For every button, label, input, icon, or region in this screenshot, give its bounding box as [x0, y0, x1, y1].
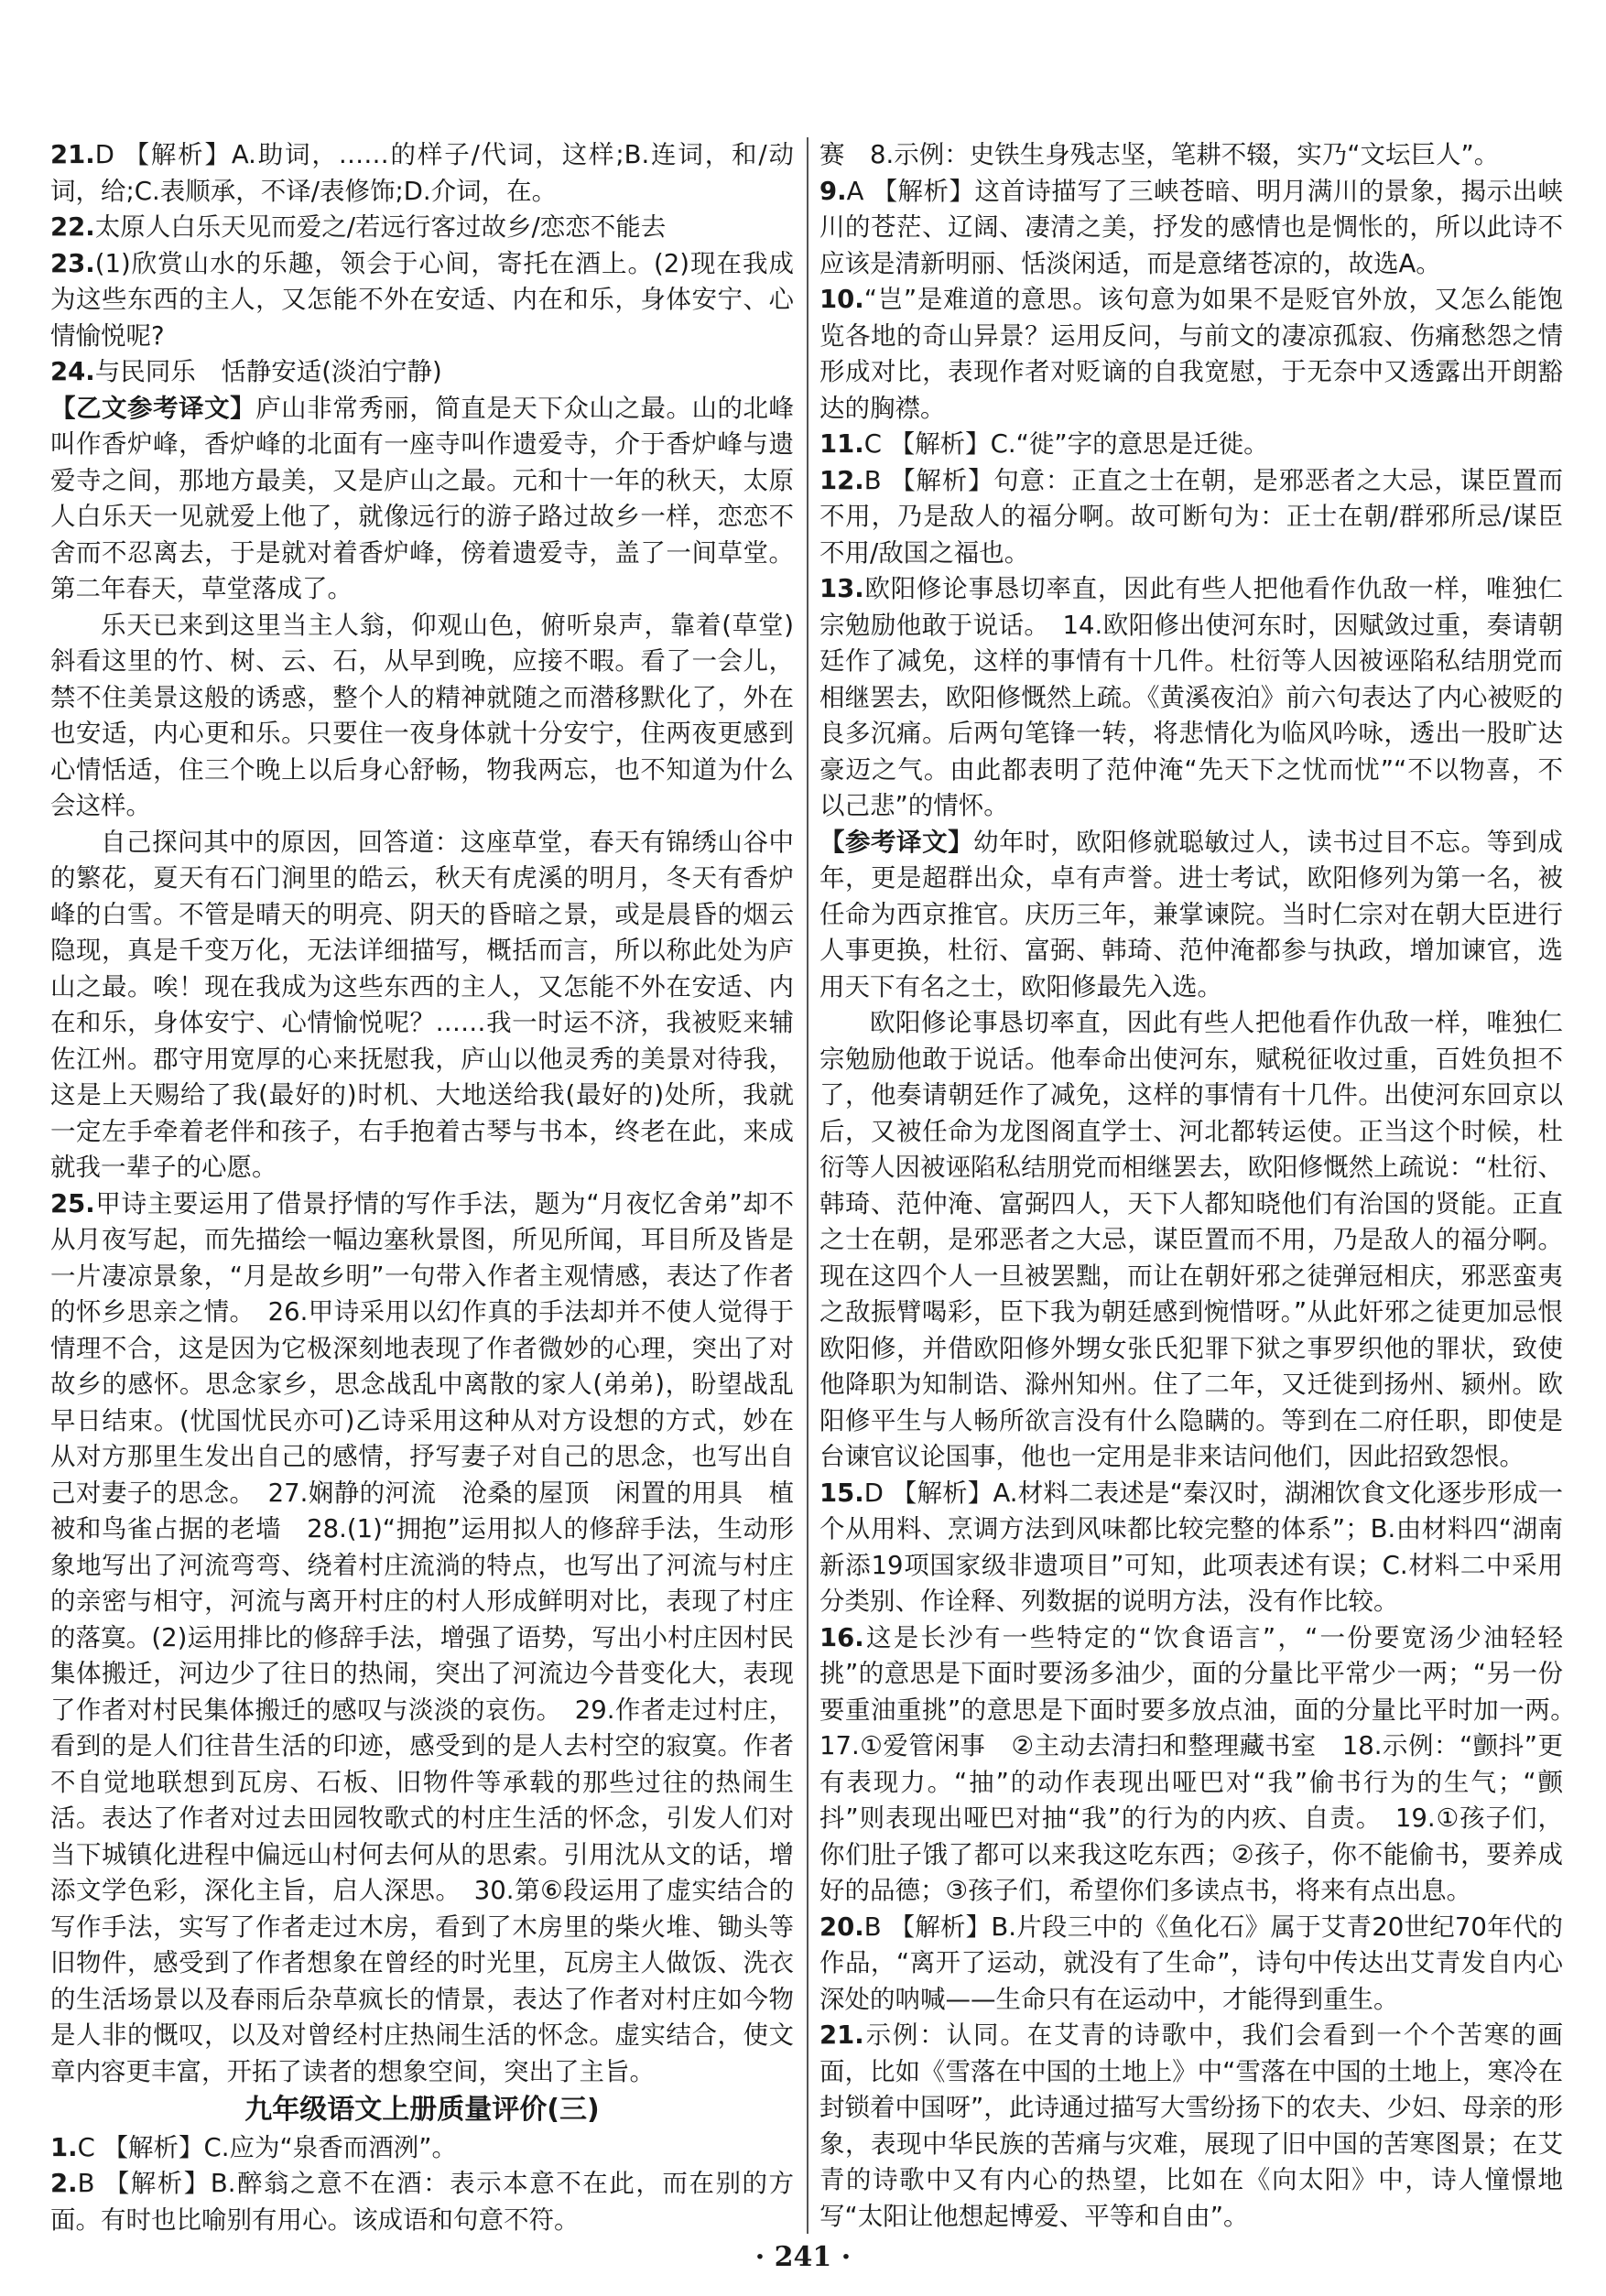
answer-item — [50, 825, 794, 1186]
item-number: 10. — [819, 285, 864, 314]
answer-text: C 【解析】C.“徙”字的意思是迁徙。 — [863, 429, 1269, 459]
answer-text: A 【解析】这首诗描写了三峡苍暗、明月满川的景象，揭示出峡川的苍茫、辽阔、凄清之美，抒发的感情也是惆怅的，所以此诗不应该是清新明丽、恬淡闲适，而是意绪苍凉的，故选A。 — [819, 176, 1563, 278]
answer-item — [819, 1620, 1563, 1910]
item-number: 24. — [50, 357, 95, 386]
answer-item — [819, 825, 1563, 1006]
answer-item — [50, 391, 794, 608]
item-number: 13. — [819, 574, 864, 603]
item-number: 20. — [819, 1912, 864, 1942]
answer-item — [819, 174, 1563, 283]
item-number: 21. — [819, 2020, 864, 2050]
answer-item — [50, 608, 794, 825]
item-number: 23. — [50, 248, 95, 278]
item-number: 16. — [819, 1622, 864, 1652]
answer-item — [819, 282, 1563, 427]
answer-item — [819, 463, 1563, 572]
answer-item — [819, 2018, 1563, 2234]
answer-item — [50, 137, 794, 210]
answer-item — [819, 571, 1563, 825]
translation-tag: 【乙文参考译文】 — [50, 393, 256, 423]
answer-item — [819, 427, 1563, 463]
answer-item — [50, 2130, 794, 2167]
answer-item — [50, 210, 794, 246]
answer-item — [50, 246, 794, 355]
answer-text: D 【解析】A.助词，……的样子/代词，这样;B.连词，和/动词，给;C.表顺承，不译/表修饰;D.介词，在。 — [50, 140, 794, 206]
item-number: 9. — [819, 176, 847, 206]
answer-text: 示例：认同。在艾青的诗歌中，我们会看到一个个苦寒的画面，比如《雪落在中国的土地上》中“雪落在中国的土地上，寒冷在封锁着中国呀”，此诗通过描写大雪纷扬下的农夫、少妇、母亲的形象，表现中华民族的苦痛与灾难，展现了旧中国的苦寒图景；在艾青的诗歌中又有内心的热望，比如在《向太阳》中，诗人憧憬地写“太阳让他想起博爱、平等和自由”。 — [819, 2020, 1563, 2231]
answer-item — [819, 1910, 1563, 2019]
right-column — [819, 137, 1563, 2234]
item-number: 2. — [50, 2169, 78, 2198]
answer-item — [50, 1186, 794, 2091]
item-number: 11. — [819, 429, 864, 459]
answer-text: B 【解析】句意：正直之士在朝，是邪恶者之大忌，谋臣置而不用，乃是敌人的福分啊。故可断句为：正士在朝/群邪所忌/谋臣不用/敌国之福也。 — [819, 465, 1563, 568]
answer-text: D 【解析】A.材料二表述是“秦汉时，湖湘饮食文化逐步形成一个从用料、烹调方法到风味都比较完整的体系”；B.由材料四“湖南新添19项国家级非遗项目”可知，此项表述有误；C.材料二中采用分类别、作诠释、列数据的说明方法，没有作比较。 — [819, 1478, 1563, 1616]
answer-text: 赛 8.示例：史铁生身残志坚，笔耕不辍，实乃“文坛巨人”。 — [819, 140, 1500, 169]
answer-text: 幼年时，欧阳修就聪敏过人，读书过目不忘。等到成年，更是超群出众，卓有声誉。进士考试，欧阳修列为第一名，被任命为西京推官。庆历三年，兼掌谏院。当时仁宗对在朝大臣进行人事更换，杜衍、富弼、韩琦、范仲淹都参与执政，增加谏官，选用天下有名之士，欧阳修最先入选。 — [819, 827, 1563, 1002]
item-number: 25. — [50, 1188, 95, 1218]
section-heading: 九年级语文上册质量评价(三) — [244, 2094, 600, 2126]
item-number: 21. — [50, 140, 95, 169]
answer-item — [50, 2166, 794, 2234]
item-number: 15. — [819, 1478, 864, 1508]
left-column — [50, 137, 794, 2234]
answer-text: (1)欣赏山水的乐趣，领会于心间，寄托在酒上。(2)现在我成为这些东西的主人，又怎能不外在安适、内在和乐，身体安宁、心情愉悦呢? — [50, 248, 794, 351]
item-number: 22. — [50, 212, 95, 242]
answer-item — [819, 1005, 1563, 1476]
answer-item — [819, 137, 1563, 174]
answer-text: 与民同乐 恬静安适(淡泊宁静) — [94, 357, 442, 386]
answer-text: C 【解析】C.应为“泉香而酒洌”。 — [77, 2132, 457, 2162]
answer-text: 欧阳修论事恳切率直，因此有些人把他看作仇敌一样，唯独仁宗勉励他敢于说话。他奉命出使河东，赋税征收过重，百姓负担不了，他奏请朝廷作了减免，这样的事情有十几件。出使河东回京以后，又被任命为龙图阁直学士、河北都转运使。正当这个时候，杜衍等人因被诬陷私结朋党而相继罢去，欧阳修慨然上疏说：“杜衍、韩琦、范仲淹、富弼四人，天下人都知晓他们有治国的贤能。正直之士在朝，是邪恶者之大忌，谋臣置而不用，乃是敌人的福分啊。现在这四个人一旦被罢黜，而让在朝奸邪之徒弹冠相庆，邪恶蛮夷之敌振臂喝彩，臣下我为朝廷感到惋惜呀。”从此奸邪之徒更加忌恨欧阳修，并借欧阳修外甥女张氏犯罪下狱之事罗织他的罪状，致使他降职为知制诰、滁州知州。住了二年，又迁徙到扬州、颍州。欧阳修平生与人畅所欲言没有什么隐瞒的。等到在二府任职，即使是台谏官议论国事，他也一定用是非来诘问他们，因此招致怨恨。 — [819, 1008, 1563, 1471]
answer-text: 乐天已来到这里当主人翁，仰观山色，俯听泉声，靠着(草堂)斜看这里的竹、树、云、石，从早到晚，应接不暇。看了一会儿，禁不住美景这般的诱惑，整个人的精神就随之而潜移默化了，外在也安适，内心更和乐。只要住一夜身体就十分安宁，住两夜更感到心情恬适，住三个晚上以后身心舒畅，物我两忘，也不知道为什么会这样。 — [50, 610, 794, 820]
answer-text: 这是长沙有一些特定的“饮食语言”，“一份要宽汤少油轻轻挑”的意思是下面时要汤多油少，面的分量比平常少一两；“另一份要重油重挑”的意思是下面时要多放点油，面的分量比平时加一两。 17.①爱管闲事 ②主动去清扫和整理藏书室 18.示例：“颤抖”更有表现力。“抽”的动作表现出哑巴对“我”偷书行为的生气；“颤抖”则表现出哑巴对抽“我”的行为的内疚、自责。 19.①孩子们，你们肚子饿了都可以来我这吃东西；②孩子，你不能偷书，要养成好的品德；③孩子们，希望你们多读点书，将来有点出息。 — [819, 1622, 1563, 1905]
answer-text: 庐山非常秀丽，简直是天下众山之最。山的北峰叫作香炉峰，香炉峰的北面有一座寺叫作遗爱寺，介于香炉峰与遗爱寺之间，那地方最美，又是庐山之最。元和十一年的秋天，太原人白乐天一见就爱上他了，就像远行的游子路过故乡一样，恋恋不舍而不忍离去，于是就对着香炉峰，傍着遗爱寺，盖了一间草堂。第二年春天，草堂落成了。 — [50, 393, 794, 603]
answer-text: B 【解析】B.醉翁之意不在酒：表示本意不在此，而在别的方面。有时也比喻别有用心。该成语和句意不符。 — [50, 2169, 794, 2234]
page-number: · 241 · — [754, 2241, 852, 2273]
answer-text: 甲诗主要运用了借景抒情的写作手法，题为“月夜忆舍弟”却不从月夜写起，而先描绘一幅边塞秋景图，所见所闻，耳目所及皆是一片凄凉景象，“月是故乡明”一句带入作者主观情感，表达了作者的怀乡思亲之情。 26.甲诗采用以幻作真的手法却并不使人觉得于情理不合，这是因为它极深刻地表现了作者微妙的心理，突出了对故乡的感怀。思念家乡，思念战乱中离散的家人(弟弟)，盼望战乱早日结束。(忧国忧民亦可)乙诗采用这种从对方设想的方式，妙在从对方那里生发出自己的感情，抒写妻子对自己的思念，也写出自己对妻子的思念。 27.娴静的河流 沧桑的屋顶 闲置的用具 植被和鸟雀占据的老墙 28.(1)“拥抱”运用拟人的修辞手法，生动形象地写出了河流弯弯、绕着村庄流淌的特点，也写出了河流与村庄的亲密与相守，河流与离开村庄的村人形成鲜明对比，表现了村庄的落寞。(2)运用排比的修辞手法，增强了语势，写出小村庄因村民集体搬迁，河边少了往日的热闹，突出了河流边今昔变化大，表现了作者对村民集体搬迁的感叹与淡淡的哀伤。 29.作者走过村庄，看到的是人们往昔生活的印迹，感受到的是人去村空的寂寞。作者不自觉地联想到瓦房、石板、旧物件等承载的那些过往的热闹生活。表达了作者对过去田园牧歌式的村庄生活的怀念，引发人们对当下城镇化进程中偏远山村何去何从的思索。引用沈从文的话，增添文学色彩，深化主旨，启人深思。 30.第⑥段运用了虚实结合的写作手法，实写了作者走过木房，看到了木房里的柴火堆、锄头等旧物件，感受到了作者想象在曾经的时光里，瓦房主人做饭、洗衣的生活场景以及春雨后杂草疯长的情景，表达了作者对村庄如今物是人非的慨叹，以及对曾经村庄热闹生活的怀念。虚实结合，使文章内容更丰富，开拓了读者的想象空间，突出了主旨。 — [50, 1188, 794, 2086]
item-number: 12. — [819, 465, 864, 495]
answer-text: 欧阳修论事恳切率直，因此有些人把他看作仇敌一样，唯独仁宗勉励他敢于说话。 14.欧阳修出使河东时，因赋敛过重，奏请朝廷作了减免，这样的事情有十几件。杜衍等人因被诬陷私结朋党而相继罢去，欧阳修慨然上疏。《黄溪夜泊》前六句表达了内心被贬的良多沉痛。后两句笔锋一转，将悲情化为临风吟咏，透出一股旷达豪迈之气。由此都表明了范仲淹“先天下之忧而忧”“不以物喜，不以己悲”的情怀。 — [819, 574, 1563, 820]
answer-item — [50, 354, 794, 391]
answer-item — [819, 1476, 1563, 1620]
answer-text: 自己探问其中的原因，回答道：这座草堂，春天有锦绣山谷中的繁花，夏天有石门涧里的皓云，秋天有虎溪的明月，冬天有香炉峰的白雪。不管是晴天的明亮、阴天的昏暗之景，或是晨昏的烟云隐现，真是千变万化，无法详细描写，概括而言，所以称此处为庐山之最。唉！现在我成为这些东西的主人，又怎能不外在安适、内在和乐，身体安宁、心情愉悦呢？……我一时运不济，我被贬来辅佐江州。郡守用宽厚的心来抚慰我，庐山以他灵秀的美景对待我，这是上天赐给了我(最好的)时机、大地送给我(最好的)处所，我就一定左手牵着老伴和孩子，右手抱着古琴与书本，终老在此，来成就我一辈子的心愿。 — [50, 827, 794, 1182]
answer-text: “岂”是难道的意思。该句意为如果不是贬官外放，又怎么能饱览各地的奇山异景？运用反问，与前文的凄凉孤寂、伤痛愁怨之情形成对比，表现作者对贬谪的自我宽慰，于无奈中又透露出开朗豁达的胸襟。 — [819, 285, 1563, 423]
translation-tag: 【参考译文】 — [819, 827, 974, 857]
item-number: 1. — [50, 2132, 78, 2162]
column-divider — [807, 137, 808, 2234]
answer-text: 太原人白乐天见而爱之/若远行客过故乡/恋恋不能去 — [94, 212, 667, 242]
answer-text: B 【解析】B.片段三中的《鱼化石》属于艾青20世纪70年代的作品，“离开了运动，就没有了生命”，诗句中传达出艾青发自内心深处的呐喊——生命只有在运动中，才能得到重生。 — [819, 1912, 1563, 2014]
